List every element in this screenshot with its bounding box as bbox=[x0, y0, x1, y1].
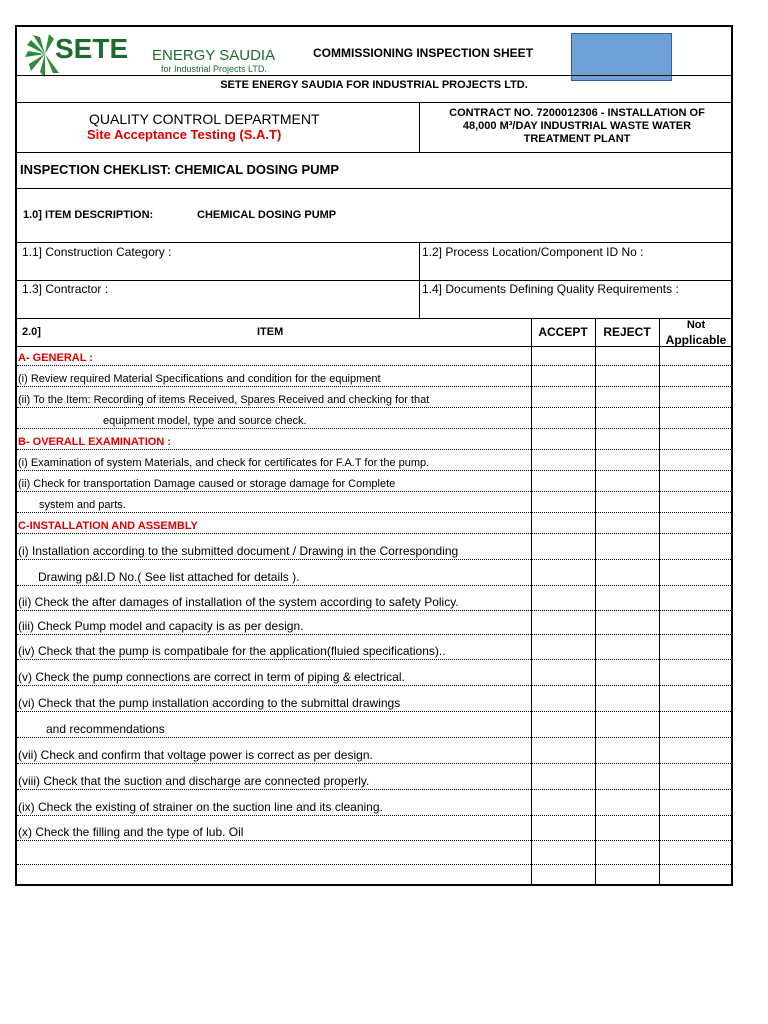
row-text: (v) Check the pump connections are correct in term of piping & electrical. bbox=[18, 670, 405, 684]
sheet-title: COMMISSIONING INSPECTION SHEET bbox=[313, 46, 534, 60]
checkbox-cell-not-applicable[interactable] bbox=[659, 841, 733, 865]
checklist-title: INSPECTION CHEKLIST: CHEMICAL DOSING PUMP bbox=[20, 162, 340, 177]
row-text: (vii) Check and confirm that voltage power is correct as per design. bbox=[18, 748, 373, 762]
checkbox-cell-reject[interactable] bbox=[595, 387, 659, 408]
checkbox-cell-not-applicable[interactable] bbox=[659, 366, 733, 387]
table-row bbox=[17, 611, 733, 635]
process-location-field: 1.2] Process Location/Component ID No : bbox=[422, 245, 644, 259]
row-text: Drawing p&I.D No.( See list attached for details ). bbox=[38, 570, 300, 584]
checkbox-cell-accept[interactable] bbox=[531, 738, 595, 764]
checkbox-cell-not-applicable[interactable] bbox=[659, 816, 733, 841]
checkbox-cell-accept[interactable] bbox=[531, 635, 595, 660]
table-row bbox=[17, 408, 733, 429]
logo-brand: SETE bbox=[55, 33, 129, 64]
checkbox-cell-accept[interactable] bbox=[531, 450, 595, 471]
table-row bbox=[17, 635, 733, 660]
row-text: (iii) Check Pump model and capacity is as per design. bbox=[18, 619, 304, 633]
table-row bbox=[17, 534, 733, 560]
column-accept: ACCEPT bbox=[538, 325, 588, 339]
checkbox-cell-accept[interactable] bbox=[531, 560, 595, 586]
sat-subtitle: Site Acceptance Testing (S.A.T) bbox=[87, 127, 282, 142]
checkbox-cell-not-applicable[interactable] bbox=[659, 660, 733, 686]
checkbox-cell-reject[interactable] bbox=[595, 738, 659, 764]
checkbox-cell-reject[interactable] bbox=[595, 660, 659, 686]
row-text: (x) Check the filling and the type of lub. Oil bbox=[18, 825, 244, 839]
checkbox-cell-accept[interactable] bbox=[531, 513, 595, 534]
checkbox-cell-accept[interactable] bbox=[531, 712, 595, 738]
column-item: ITEM bbox=[257, 326, 284, 338]
table-row bbox=[17, 586, 733, 611]
checkbox-cell-reject[interactable] bbox=[595, 635, 659, 660]
checkbox-cell-reject[interactable] bbox=[595, 534, 659, 560]
construction-category-field: 1.1] Construction Category : bbox=[22, 245, 172, 259]
row-text: (viii) Check that the suction and discharge are connected properly. bbox=[18, 774, 370, 788]
checkbox-cell-accept[interactable] bbox=[531, 865, 595, 886]
row-text: equipment model, type and source check. bbox=[103, 415, 307, 427]
company-logo bbox=[25, 31, 305, 79]
checkbox-cell-reject[interactable] bbox=[595, 471, 659, 492]
row-text: (iv) Check that the pump is compatibale for the application(fluied specifications).. bbox=[18, 644, 446, 658]
table-row bbox=[17, 513, 733, 534]
checkbox-cell-accept[interactable] bbox=[531, 686, 595, 712]
checkbox-cell-not-applicable[interactable] bbox=[659, 560, 733, 586]
section-number: 2.0] bbox=[22, 326, 41, 338]
checkbox-cell-accept[interactable] bbox=[531, 534, 595, 560]
checkbox-cell-accept[interactable] bbox=[531, 387, 595, 408]
table-row bbox=[17, 471, 733, 492]
checkbox-cell-not-applicable[interactable] bbox=[659, 513, 733, 534]
checkbox-cell-accept[interactable] bbox=[531, 764, 595, 790]
row-text: B- OVERALL EXAMINATION : bbox=[18, 436, 171, 448]
checkbox-cell-not-applicable[interactable] bbox=[659, 492, 733, 513]
checkbox-cell-reject[interactable] bbox=[595, 611, 659, 635]
contract-line-3: TREATMENT PLANT bbox=[523, 133, 631, 145]
item-description-label: 1.0] ITEM DESCRIPTION: bbox=[23, 209, 154, 221]
checkbox-cell-reject[interactable] bbox=[595, 586, 659, 611]
checkbox-cell-not-applicable[interactable] bbox=[659, 586, 733, 611]
table-row bbox=[17, 366, 733, 387]
checkbox-cell-reject[interactable] bbox=[595, 408, 659, 429]
checkbox-cell-reject[interactable] bbox=[595, 513, 659, 534]
department-title: QUALITY CONTROL DEPARTMENT bbox=[89, 111, 320, 127]
checkbox-cell-not-applicable[interactable] bbox=[659, 712, 733, 738]
column-reject: REJECT bbox=[603, 325, 651, 339]
contract-line-2: 48,000 M³/DAY INDUSTRIAL WASTE WATER bbox=[462, 120, 692, 132]
checkbox-cell-reject[interactable] bbox=[595, 492, 659, 513]
checkbox-cell-reject[interactable] bbox=[595, 450, 659, 471]
checkbox-cell-accept[interactable] bbox=[531, 586, 595, 611]
table-row bbox=[17, 660, 733, 686]
table-row bbox=[17, 865, 733, 886]
documents-field: 1.4] Documents Defining Quality Requirements : bbox=[422, 282, 679, 296]
checkbox-cell-accept[interactable] bbox=[531, 366, 595, 387]
table-row bbox=[17, 346, 733, 366]
checkbox-cell-reject[interactable] bbox=[595, 865, 659, 886]
contractor-field: 1.3] Contractor : bbox=[22, 282, 109, 296]
row-text: (ix) Check the existing of strainer on the suction line and its cleaning. bbox=[18, 800, 383, 814]
table-row bbox=[17, 686, 733, 712]
checkbox-cell-accept[interactable] bbox=[531, 611, 595, 635]
checkbox-cell-accept[interactable] bbox=[531, 408, 595, 429]
row-text: A- GENERAL : bbox=[18, 352, 93, 364]
checkbox-cell-not-applicable[interactable] bbox=[659, 764, 733, 790]
checkbox-cell-not-applicable[interactable] bbox=[659, 635, 733, 660]
checkbox-cell-reject[interactable] bbox=[595, 790, 659, 816]
column-not-applicable-1: Not bbox=[686, 319, 706, 331]
checkbox-cell-reject[interactable] bbox=[595, 841, 659, 865]
checkbox-cell-reject[interactable] bbox=[595, 429, 659, 450]
table-row bbox=[17, 429, 733, 450]
checkbox-cell-accept[interactable] bbox=[531, 660, 595, 686]
checkbox-cell-accept[interactable] bbox=[531, 492, 595, 513]
checkbox-cell-accept[interactable] bbox=[531, 471, 595, 492]
row-text: (vi) Check that the pump installation according to the submittal drawings bbox=[18, 696, 401, 710]
company-full-name: SETE ENERGY SAUDIA FOR INDUSTRIAL PROJECTS LTD. bbox=[220, 79, 528, 91]
table-row bbox=[17, 450, 733, 471]
table-row bbox=[17, 790, 733, 816]
checkbox-cell-not-applicable[interactable] bbox=[659, 738, 733, 764]
column-not-applicable-2: Applicable bbox=[665, 333, 727, 347]
checkbox-cell-reject[interactable] bbox=[595, 366, 659, 387]
checkbox-cell-accept[interactable] bbox=[531, 841, 595, 865]
table-row bbox=[17, 712, 733, 738]
checkbox-cell-reject[interactable] bbox=[595, 560, 659, 586]
item-description-value: CHEMICAL DOSING PUMP bbox=[197, 209, 337, 221]
row-text: C-INSTALLATION AND ASSEMBLY bbox=[18, 520, 198, 532]
row-text: (i) Installation according to the submitted document / Drawing in the Corresponding bbox=[18, 544, 459, 558]
logo-company: ENERGY SAUDIA bbox=[152, 47, 276, 64]
row-text: and recommendations bbox=[46, 722, 165, 736]
table-row bbox=[17, 738, 733, 764]
contract-line-1: CONTRACT NO. 7200012306 - INSTALLATION OF bbox=[449, 107, 705, 119]
checkbox-cell-accept[interactable] bbox=[531, 429, 595, 450]
table-row bbox=[17, 387, 733, 408]
table-row bbox=[17, 764, 733, 790]
checkbox-cell-not-applicable[interactable] bbox=[659, 346, 733, 366]
checkbox-cell-not-applicable[interactable] bbox=[659, 534, 733, 560]
table-row bbox=[17, 560, 733, 586]
checkbox-cell-reject[interactable] bbox=[595, 686, 659, 712]
checkbox-cell-not-applicable[interactable] bbox=[659, 611, 733, 635]
table-row bbox=[17, 492, 733, 513]
checkbox-cell-accept[interactable] bbox=[531, 790, 595, 816]
inspection-sheet bbox=[15, 25, 733, 886]
row-text: (ii) Check for transportation Damage caused or storage damage for Complete bbox=[18, 478, 396, 490]
checkbox-cell-not-applicable[interactable] bbox=[659, 387, 733, 408]
table-row bbox=[17, 816, 733, 841]
checkbox-cell-not-applicable[interactable] bbox=[659, 686, 733, 712]
row-text: (i) Review required Material Specifications and condition for the equipment bbox=[18, 373, 381, 385]
checkbox-cell-not-applicable[interactable] bbox=[659, 450, 733, 471]
checkbox-cell-reject[interactable] bbox=[595, 816, 659, 841]
checkbox-cell-not-applicable[interactable] bbox=[659, 408, 733, 429]
table-row bbox=[17, 841, 733, 865]
checkbox-cell-not-applicable[interactable] bbox=[659, 865, 733, 886]
checkbox-cell-reject[interactable] bbox=[595, 764, 659, 790]
row-text: system and parts. bbox=[39, 499, 126, 511]
row-text: (ii) Check the after damages of installation of the system according to safety Policy. bbox=[18, 595, 459, 609]
row-text: (ii) To the Item: Recording of items Received, Spares Received and checking for that bbox=[18, 394, 430, 406]
checkbox-cell-not-applicable[interactable] bbox=[659, 429, 733, 450]
checkbox-cell-not-applicable[interactable] bbox=[659, 471, 733, 492]
checkbox-cell-accept[interactable] bbox=[531, 346, 595, 366]
checkbox-cell-not-applicable[interactable] bbox=[659, 790, 733, 816]
logo-subtitle: for Industrial Projects LTD. bbox=[161, 64, 267, 74]
checkbox-cell-reject[interactable] bbox=[595, 712, 659, 738]
row-text: (i) Examination of system Materials, and check for certificates for F.A.T for the pump. bbox=[18, 457, 430, 469]
checkbox-cell-reject[interactable] bbox=[595, 346, 659, 366]
checkbox-cell-accept[interactable] bbox=[531, 816, 595, 841]
